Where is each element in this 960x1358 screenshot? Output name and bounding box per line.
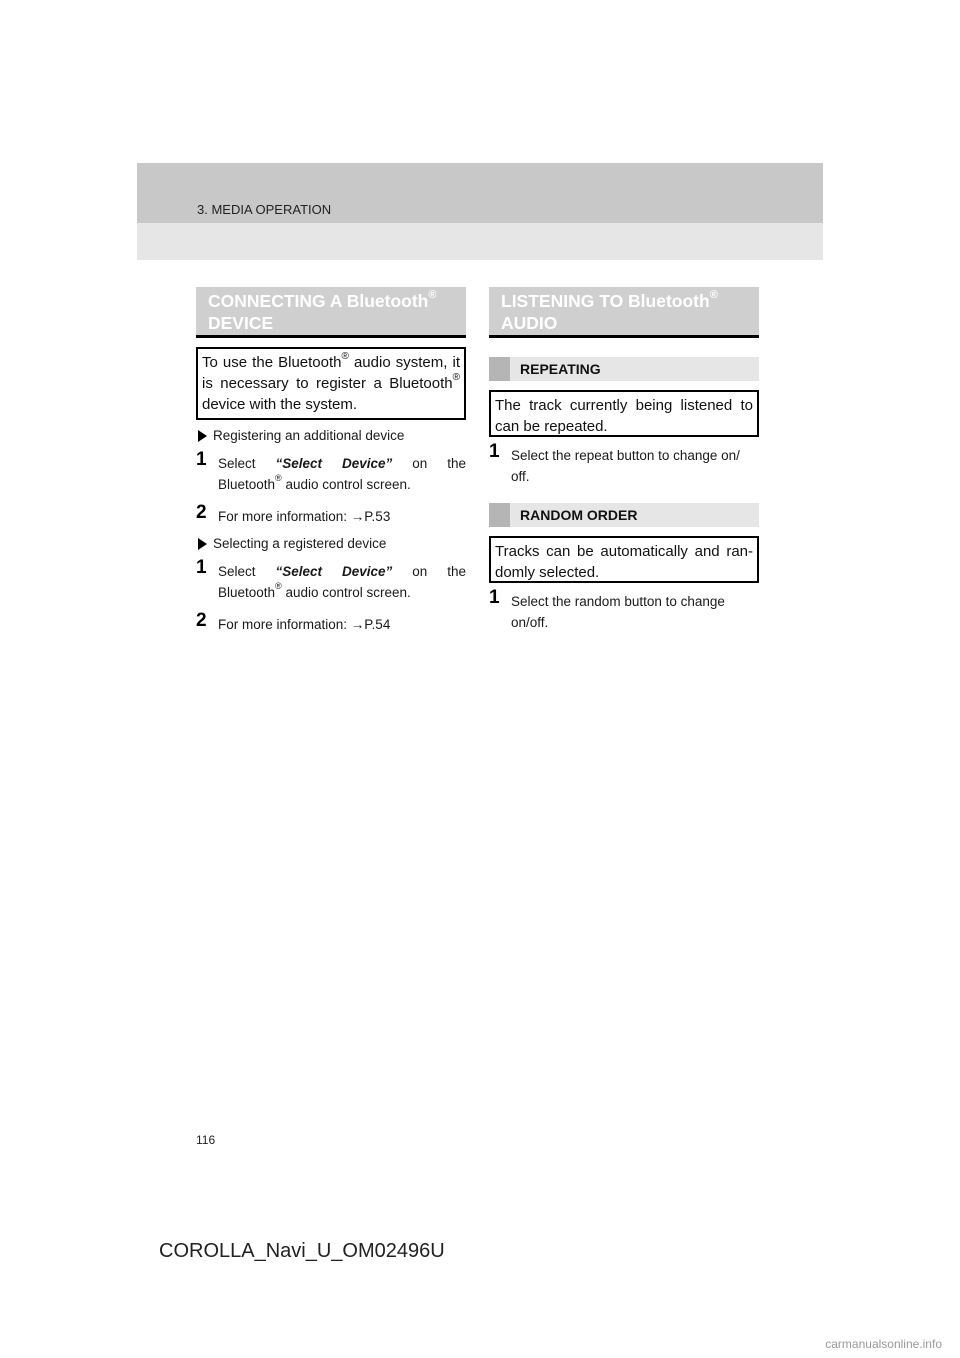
triangle-bullet-icon (198, 538, 207, 550)
step-item: 1 Select the random button to change on/off. (489, 587, 725, 630)
triangle-bullet-icon (198, 430, 207, 442)
watermark: carmanualsonline.info (825, 1337, 942, 1351)
subsection-heading-select: Selecting a registered device (196, 535, 466, 553)
subheader-marker (489, 503, 510, 527)
random-box: Tracks can be automatically and ran- domly selected. (489, 536, 759, 583)
left-column (196, 287, 466, 635)
subsection-heading-register: Registering an additional device (196, 427, 466, 445)
page-number: 116 (196, 1133, 216, 1147)
step-item: 2 For more information: →P.53 (196, 502, 391, 524)
intro-box: To use the Bluetooth® audio system, it is necessary to register a Bluetooth® device with the system. (196, 347, 466, 420)
subheader-random: RANDOM ORDER (489, 503, 759, 527)
section-title: 3. MEDIA OPERATION (197, 202, 332, 217)
subheader-repeating: REPEATING (489, 357, 759, 381)
repeating-box: The track currently being listened to can be repeated. (489, 390, 759, 437)
header-band (137, 163, 823, 260)
step-item: 1 Select “Select Device” on the Bluetooth® audio control screen. (196, 557, 466, 600)
step-item: 2 For more information: →P.54 (196, 610, 391, 632)
step-item: 1 Select the repeat button to change on/ off. (489, 441, 740, 484)
right-column (489, 287, 759, 633)
step-item: 1 Select “Select Device” on the Bluetooth® audio control screen. (196, 449, 466, 492)
document-code: COROLLA_Navi_U_OM02496U (159, 1240, 445, 1262)
subheader-marker (489, 357, 510, 381)
left-section-title: CONNECTING A Bluetooth® DEVICE (196, 287, 466, 338)
right-section-title: LISTENING TO Bluetooth® AUDIO (489, 287, 759, 338)
